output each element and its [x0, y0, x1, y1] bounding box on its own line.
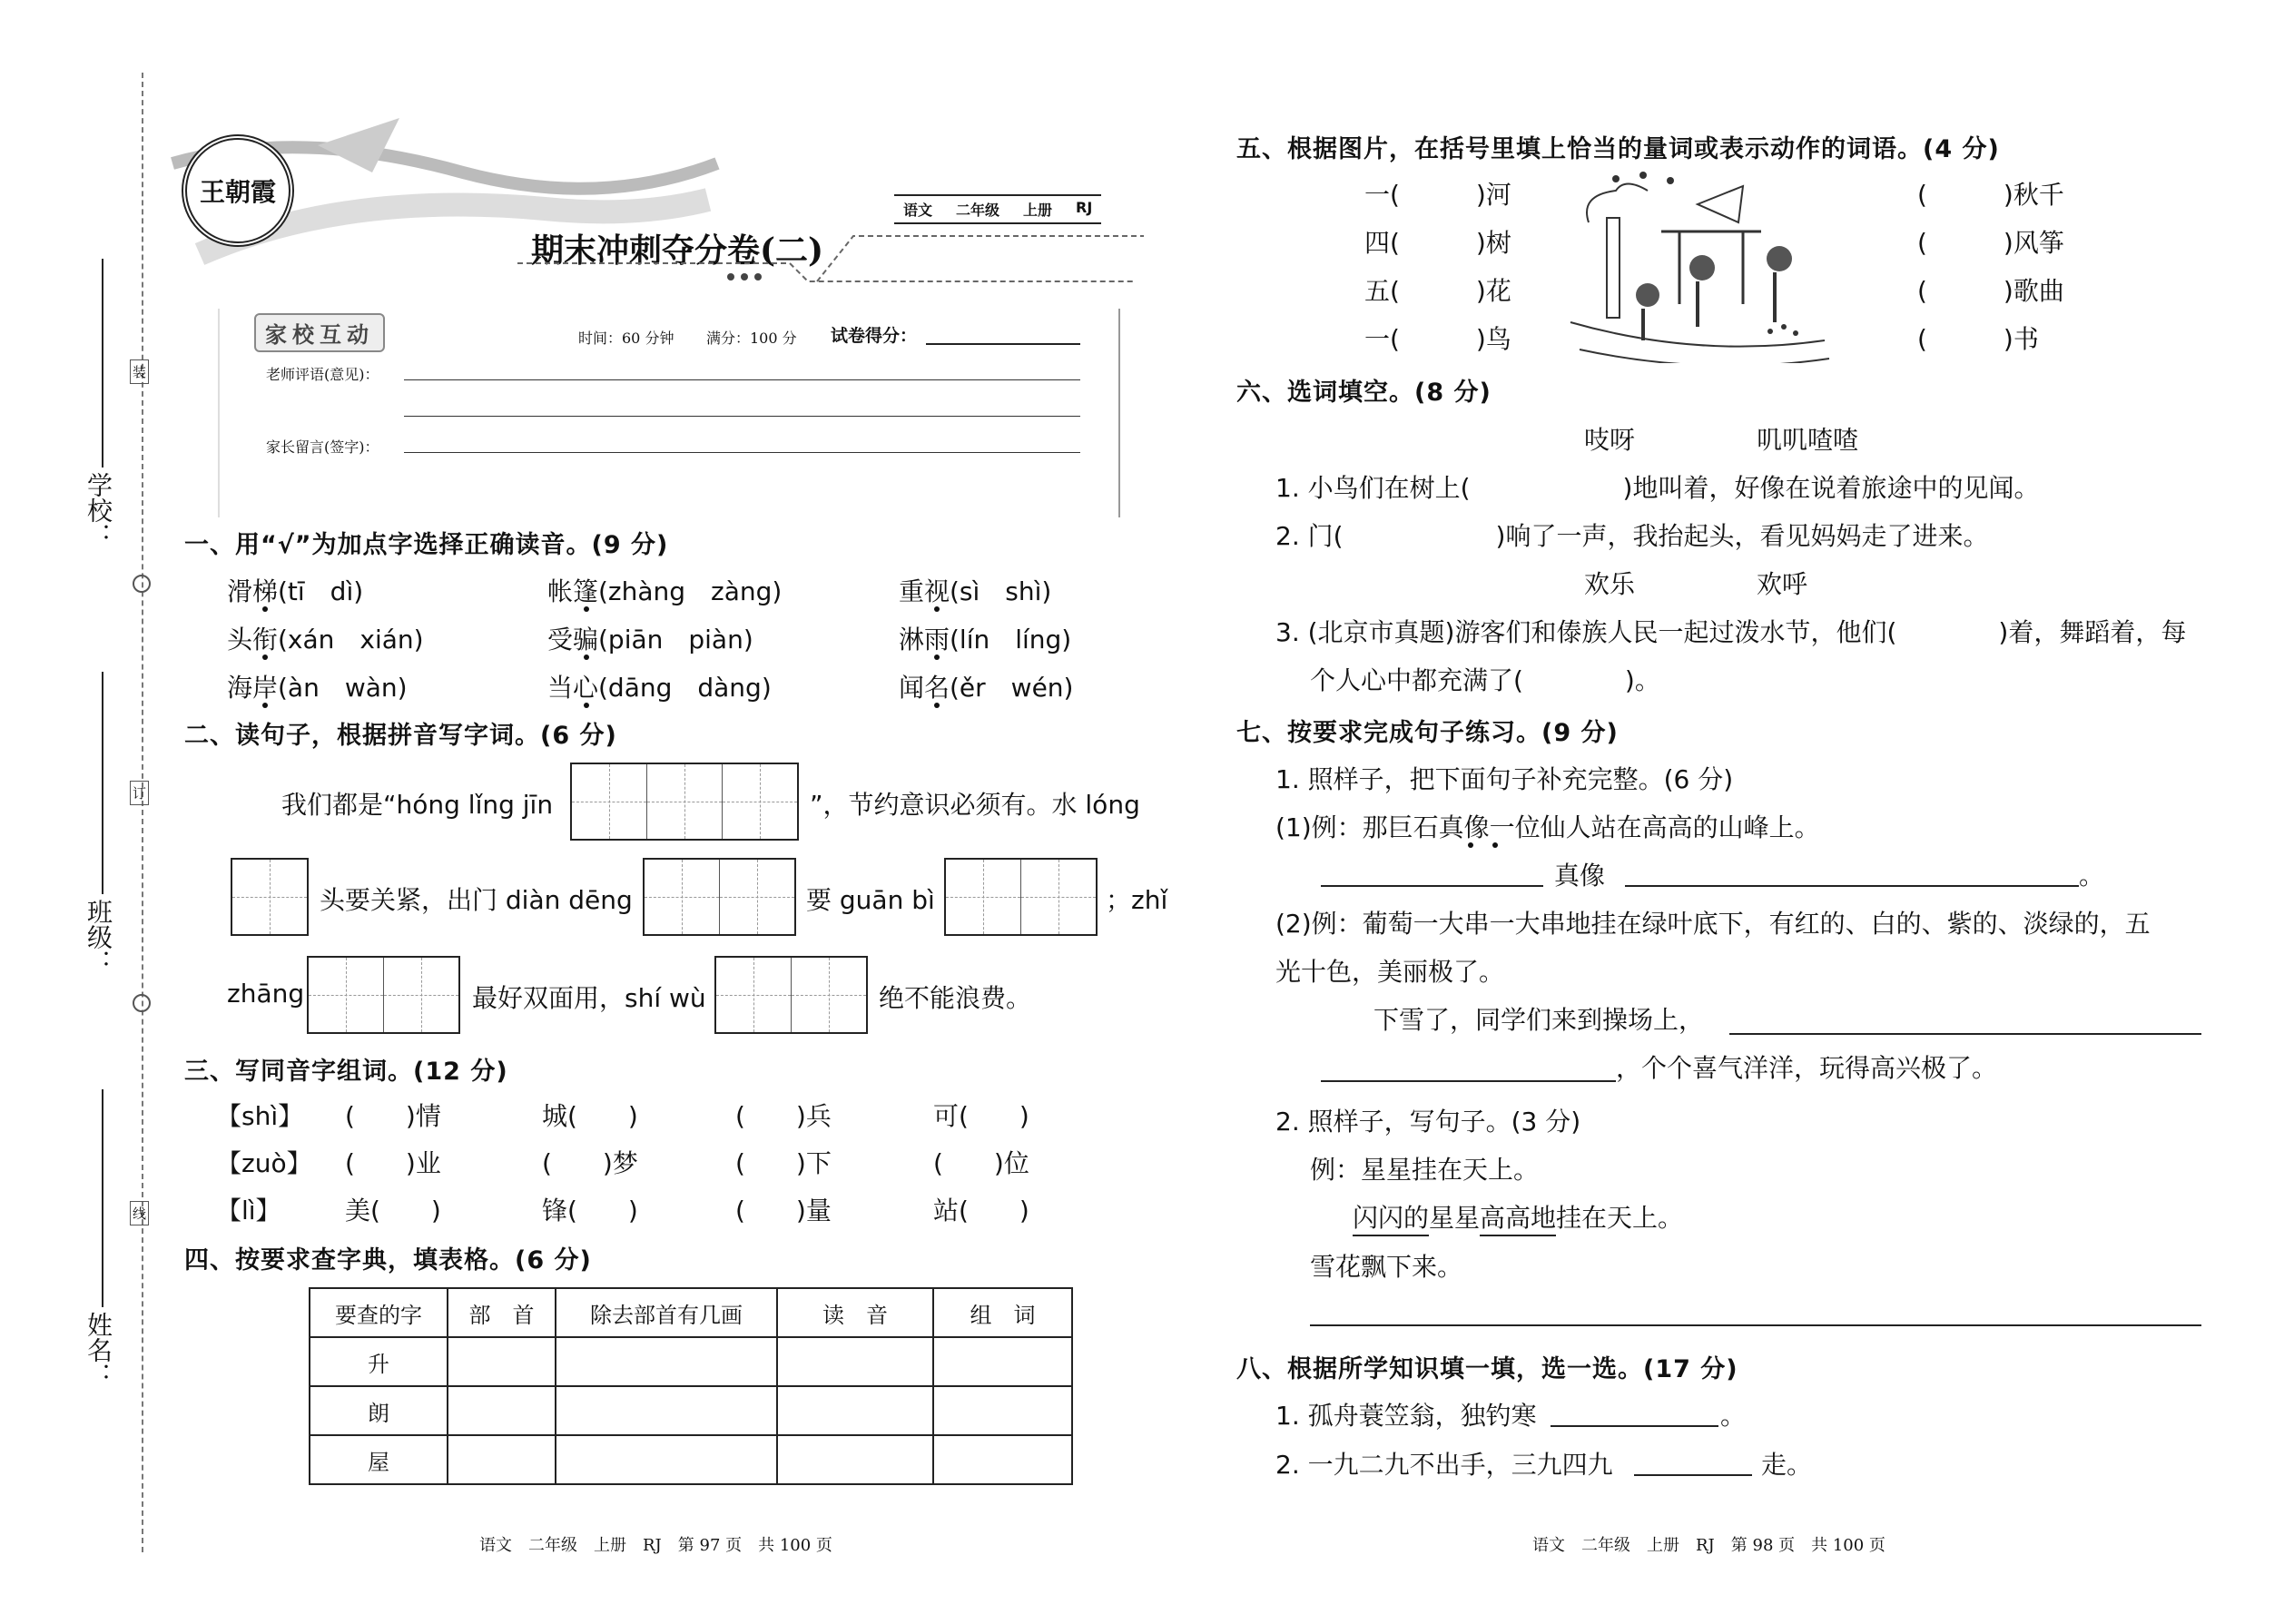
q1-item: 淋雨(lín líng) — [899, 625, 1072, 655]
subject-tag: 语文 — [903, 202, 933, 219]
school-label: 学校： — [84, 472, 113, 548]
q7-example: 例：星星挂在天上。 — [1310, 1155, 1540, 1185]
lookup-char: 升 — [310, 1337, 448, 1386]
lookup-char: 屋 — [310, 1435, 448, 1484]
q2-writing-grid[interactable] — [944, 858, 1098, 936]
word-choice: 欢呼 — [1757, 569, 1808, 599]
emphasis-dot — [934, 703, 940, 708]
fill-end: 。 — [2079, 861, 2105, 891]
table-header: 要查的字 — [310, 1288, 448, 1337]
q2-text: 我们都是“hóng lǐng jīn — [281, 790, 554, 820]
q5-left-item[interactable]: 一( )河 — [1364, 180, 1511, 210]
fill-prompt: 下雪了，同学们来到操场上， — [1373, 1005, 1705, 1035]
emphasis-dot — [584, 655, 589, 660]
score-label: 满分：100 分 — [706, 330, 797, 347]
q2-writing-grid[interactable] — [643, 858, 796, 936]
answer-line[interactable] — [1321, 1080, 1616, 1082]
plain-word: 星星 — [1429, 1203, 1481, 1233]
teacher-comment-line-1[interactable] — [404, 379, 1080, 380]
q3-item[interactable]: 锋( ) — [542, 1196, 638, 1225]
answer-cell[interactable] — [556, 1337, 777, 1386]
q2-text: ；zhǐ — [1106, 885, 1168, 915]
answer-cell[interactable] — [777, 1435, 933, 1484]
q3-item[interactable]: 站( ) — [933, 1196, 1029, 1225]
table-header: 读 音 — [777, 1288, 933, 1337]
q5-right-item[interactable]: ( )歌曲 — [1917, 276, 2064, 306]
q8-sentence-end: 。 — [1720, 1401, 1747, 1431]
emphasis-dot — [1492, 842, 1498, 848]
q5-right-item[interactable]: ( )秋千 — [1917, 180, 2064, 210]
q2-text: 头要关紧，出门 diàn dēng — [320, 885, 633, 915]
answer-line[interactable] — [1634, 1474, 1752, 1476]
answer-cell[interactable] — [448, 1386, 556, 1435]
answer-line[interactable] — [1551, 1425, 1718, 1427]
q1-item: 闻名(ěr wén) — [899, 673, 1074, 703]
answer-cell[interactable] — [448, 1337, 556, 1386]
q7-part-heading: 1. 照样子，把下面句子补充完整。(6 分) — [1275, 764, 1734, 794]
title-dashed-lines — [508, 209, 1162, 290]
answer-line[interactable] — [1310, 1324, 2201, 1326]
logo-text: 王朝霞 — [199, 177, 276, 207]
q3-item[interactable]: 可( ) — [933, 1101, 1029, 1131]
table-header-row — [310, 1288, 1072, 1337]
word-choice: 吱呀 — [1584, 425, 1636, 455]
table-row — [310, 1386, 1072, 1435]
q4-title: 四、按要求查字典，填表格。(6 分) — [184, 1246, 592, 1275]
q1-item: 海岸(àn wàn) — [227, 673, 408, 703]
time-label: 时间：60 分钟 — [578, 330, 674, 347]
q7-example-answer — [1353, 1198, 1683, 1236]
q2-text: 最好双面用，shí wù — [472, 983, 706, 1013]
q2-text: 要 guān bì — [806, 885, 935, 915]
table-header: 除去部首有几画 — [556, 1288, 777, 1337]
emphasis-dot — [584, 703, 589, 708]
footer-right: 语文 二年级 上册 RJ 第 98 页 共 100 页 — [1532, 1536, 1885, 1555]
q3-item[interactable]: ( )情 — [345, 1101, 441, 1131]
table-row — [310, 1435, 1072, 1484]
answer-cell[interactable] — [777, 1337, 933, 1386]
q3-label: 【zuò】 — [216, 1148, 312, 1178]
q3-item[interactable]: ( )位 — [933, 1148, 1029, 1178]
q7-task: 雪花飘下来。 — [1310, 1252, 1463, 1282]
volume-tag: 上册 — [1023, 202, 1053, 219]
seal-char-1: 装 — [130, 359, 149, 384]
emphasis-dot — [262, 703, 268, 708]
q5-left-item[interactable]: 四( )树 — [1364, 228, 1511, 258]
teacher-comment-line-2[interactable] — [404, 416, 1080, 417]
underlined-word: 高高地 — [1480, 1198, 1556, 1236]
answer-cell[interactable] — [448, 1435, 556, 1484]
q1-item: 受骗(piān piàn) — [547, 625, 753, 655]
class-field[interactable] — [102, 672, 103, 894]
q8-sentence: 1. 孤舟蓑笠翁，独钓寒 — [1275, 1401, 1537, 1431]
seal-char-2: 订 — [130, 781, 149, 805]
q7-title: 七、按要求完成句子练习。(9 分) — [1236, 719, 1619, 747]
emphasis-dot — [934, 606, 940, 612]
q8-sentence: 2. 一九二九不出手，三九四九 — [1275, 1450, 1613, 1480]
dictionary-table — [309, 1287, 1073, 1485]
page-title: 期末冲刺夺分卷(二) — [531, 231, 824, 270]
emphasis-dot — [262, 606, 268, 612]
q6-sentence[interactable]: 2. 门( )响了一声，我抬起头，看见妈妈走了进来。 — [1275, 521, 1989, 551]
footer-left: 语文 二年级 上册 RJ 第 97 页 共 100 页 — [479, 1536, 832, 1555]
answer-cell[interactable] — [933, 1386, 1072, 1435]
q5-title: 五、根据图片，在括号里填上恰当的量词或表示动作的词语。(4 分) — [1236, 135, 2000, 163]
q5-right-item[interactable]: ( )风筝 — [1917, 228, 2064, 258]
answer-cell[interactable] — [777, 1386, 933, 1435]
q5-left-item[interactable]: 一( )鸟 — [1364, 324, 1511, 354]
lookup-char: 朗 — [310, 1386, 448, 1435]
publisher-logo — [182, 134, 294, 247]
q3-item[interactable]: ( )下 — [735, 1148, 832, 1178]
underlined-word: 闪闪的 — [1353, 1198, 1429, 1236]
q3-item[interactable]: ( )业 — [345, 1148, 441, 1178]
q1-item: 当心(dāng dàng) — [547, 673, 772, 703]
edition-tag: RJ — [1076, 199, 1093, 216]
q3-item[interactable]: 美( ) — [345, 1196, 441, 1225]
q7-example: (2)例：葡萄一大串一大串地挂在绿叶底下，有红的、白的、紫的、淡绿的，五 — [1275, 909, 2151, 939]
name-label: 姓名： — [84, 1312, 113, 1388]
q2-text: zhāng — [227, 979, 305, 1009]
test-score-label: 试卷得分： — [831, 326, 918, 346]
q1-item: 头衔(xán xián) — [227, 625, 424, 655]
q3-title: 三、写同音字组词。(12 分) — [184, 1058, 508, 1086]
q1-item: 重视(sì shì) — [899, 576, 1052, 606]
binding-dashed-line — [142, 73, 143, 1552]
emphasis-dot — [934, 655, 940, 660]
q1-item: 滑梯(tī dì) — [227, 576, 364, 606]
class-label: 班级： — [84, 899, 113, 975]
q2-writing-grid[interactable] — [714, 956, 868, 1034]
q2-writing-grid[interactable] — [231, 858, 309, 936]
q2-title: 二、读句子，根据拼音写字词。(6 分) — [184, 722, 617, 750]
parent-note-label: 家长留言(签字)： — [266, 438, 379, 456]
q1-item: 帐篷(zhàng zàng) — [547, 576, 783, 606]
q8-title: 八、根据所学知识填一填，选一选。(17 分) — [1236, 1355, 1738, 1383]
word-choice: 欢乐 — [1584, 569, 1636, 599]
fill-connector: 真像 — [1554, 861, 1606, 891]
q3-item[interactable]: ( )量 — [735, 1196, 832, 1225]
answer-cell[interactable] — [933, 1337, 1072, 1386]
playground-illustration — [1561, 168, 1834, 363]
answer-line[interactable] — [1625, 885, 2079, 887]
q2-writing-grid[interactable] — [307, 956, 460, 1034]
q2-writing-grid[interactable] — [570, 763, 799, 841]
fill-prompt: ，个个喜气洋洋，玩得高兴极了。 — [1616, 1053, 1998, 1083]
parent-note-line[interactable] — [404, 452, 1080, 453]
emphasis-dot — [584, 606, 589, 612]
q7-example: (1)例：那巨石真像一位仙人站在高高的山峰上。 — [1275, 812, 1820, 842]
seal-char-3: 线 — [130, 1201, 149, 1225]
answer-line[interactable] — [1729, 1033, 2201, 1035]
answer-cell[interactable] — [933, 1435, 1072, 1484]
table-header: 部 首 — [448, 1288, 556, 1337]
table-header: 组 词 — [933, 1288, 1072, 1337]
q3-item[interactable]: 城( ) — [542, 1101, 638, 1131]
emphasis-dot — [1468, 842, 1473, 848]
seal-circle-2 — [133, 994, 151, 1012]
answer-line[interactable] — [1321, 885, 1543, 887]
word-choice: 叽叽喳喳 — [1757, 425, 1859, 455]
emphasis-dot — [262, 655, 268, 660]
q2-text: ”，节约意识必须有。水 lóng — [810, 790, 1140, 820]
answer-cell[interactable] — [556, 1386, 777, 1435]
teacher-comment-label: 老师评语(意见)： — [266, 366, 379, 383]
q3-item[interactable]: ( )兵 — [735, 1101, 832, 1131]
q2-text: 绝不能浪费。 — [879, 983, 1032, 1013]
seal-circle-1 — [133, 575, 151, 593]
school-field[interactable] — [102, 259, 103, 468]
q7-part-heading: 2. 照样子，写句子。(3 分) — [1275, 1107, 1581, 1137]
q3-item[interactable]: ( )梦 — [542, 1148, 638, 1178]
q6-sentence[interactable]: 1. 小鸟们在树上( )地叫着，好像在说着旅途中的见闻。 — [1275, 473, 2040, 503]
q6-sentence[interactable]: 3. (北京市真题)游客们和傣族人民一起过泼水节，他们( )着，舞蹈着，每 — [1275, 617, 2187, 647]
q3-label: 【lì】 — [216, 1196, 281, 1225]
table-row — [310, 1337, 1072, 1386]
badge-text: 家校互动 — [265, 322, 374, 348]
q3-label: 【shì】 — [216, 1101, 304, 1131]
q6-sentence[interactable]: 个人心中都充满了( )。 — [1310, 665, 1660, 695]
answer-cell[interactable] — [556, 1435, 777, 1484]
name-field[interactable] — [102, 1089, 103, 1307]
q8-sentence-end: 走。 — [1761, 1450, 1813, 1480]
q1-title: 一、用“√”为加点字选择正确读音。(9 分) — [184, 531, 669, 559]
q7-example: 光十色，美丽极了。 — [1275, 957, 1505, 987]
q6-title: 六、选词填空。(8 分) — [1236, 379, 1492, 407]
q5-left-item[interactable]: 五( )花 — [1364, 276, 1511, 306]
grade-tag: 二年级 — [956, 202, 1000, 219]
plain-word: 挂在天上。 — [1556, 1203, 1684, 1233]
q5-right-item[interactable]: ( )书 — [1917, 324, 2039, 354]
test-score-field[interactable] — [926, 343, 1080, 345]
